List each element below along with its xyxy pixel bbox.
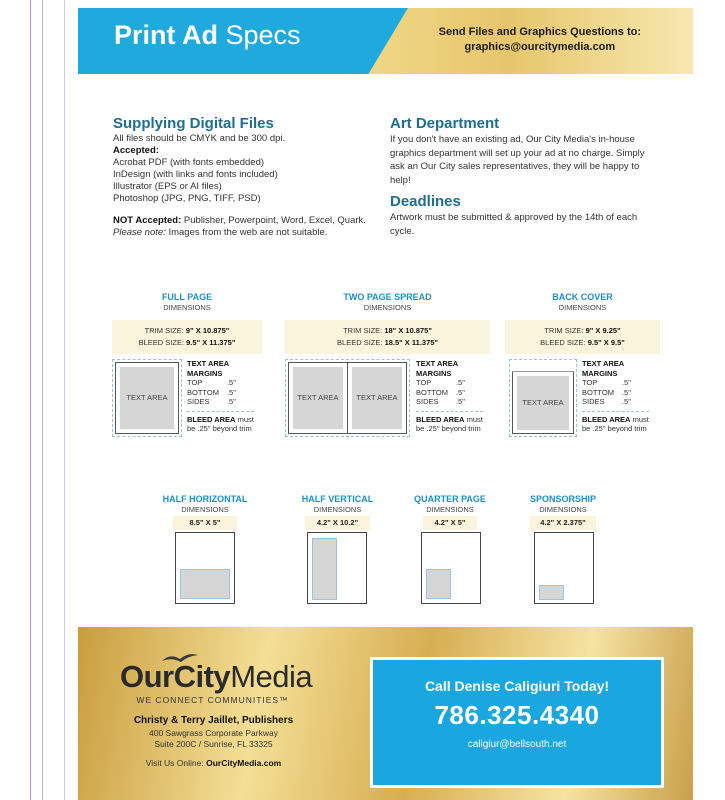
deadlines-heading: Deadlines xyxy=(390,193,461,210)
quarter-page-area xyxy=(426,569,451,599)
art-department-section xyxy=(390,115,655,238)
margins-info: TEXT AREA MARGINS TOP .5" BOTTOM .5" SIDES .5" BLEED AREA must be .25" beyond trim xyxy=(416,359,483,433)
not-accepted: NOT Accepted: Publisher, Powerpoint, Word, Excel, Quark. xyxy=(113,215,366,226)
header-contact xyxy=(439,25,641,55)
ad-sponsorship xyxy=(518,494,608,530)
margin-guides xyxy=(28,0,68,800)
spec-full-page xyxy=(112,292,262,433)
ad-half-horizontal xyxy=(155,494,255,530)
sponsorship-page xyxy=(534,532,594,604)
spec-name: BACK COVER xyxy=(552,292,613,302)
ad-dimensions-label: DIMENSIONS xyxy=(539,505,587,514)
half-vertical-page xyxy=(307,532,367,604)
ad-quarter-page xyxy=(405,494,495,530)
text-area: TEXT AREA xyxy=(120,367,174,429)
accepted-label: Accepted: xyxy=(113,145,159,156)
call-text: Call Denise Caligiuri Today! xyxy=(424,678,610,694)
ad-dimensions-label: DIMENSIONS xyxy=(313,505,362,514)
spec-dimensions-label: DIMENSIONS xyxy=(363,303,412,312)
ad-size: 4.2" X 2.375" xyxy=(530,516,596,530)
spec-dimensions-label: DIMENSIONS xyxy=(558,303,607,312)
art-text: If you don't have an existing ad, Our City Media's in-house graphics department will set up your ad at no charge. Simply ask an Our City sales representatives, they will be happy to help! xyxy=(390,134,645,186)
ad-name: HALF HORIZONTAL xyxy=(162,494,248,504)
margins-info: TEXT AREA MARGINS TOP .5" BOTTOM .5" SIDES .5" BLEED AREA must be .25" beyond trim xyxy=(582,359,649,433)
ourcitymedia-logo: OurCityMedia WE CONNECT COMMUNITIES™ xyxy=(120,657,305,707)
accepted-item: Illustrator (EPS or AI files) xyxy=(113,181,222,192)
accepted-item: Acrobat PDF (with fonts embedded) xyxy=(113,157,265,168)
note: Please note: Images from the web are not suitable. xyxy=(113,227,328,238)
spec-name: FULL PAGE xyxy=(161,292,213,302)
ad-half-vertical xyxy=(290,494,385,530)
deadlines-text: Artwork must be submitted & approved by the 14th of each cycle. xyxy=(390,212,638,237)
ad-name: SPONSORSHIP xyxy=(529,494,596,504)
supplying-intro: All files should be CMYK and be 300 dpi. xyxy=(113,133,286,144)
address-line: Suite 200C / Sunrise, FL 33325 xyxy=(154,739,273,749)
accepted-item: Photoshop (JPG, PNG, TIFF, PSD) xyxy=(113,193,261,204)
ad-dimensions-label: DIMENSIONS xyxy=(181,505,229,514)
visit-online: Visit Us Online: OurCityMedia.com xyxy=(145,758,282,768)
spec-sizes: TRIM SIZE: 9" X 9.25" BLEED SIZE: 9.5" X 9.5" xyxy=(505,320,660,354)
spec-sizes: TRIM SIZE: 18" X 10.875" BLEED SIZE: 18.5" X 11.375" xyxy=(285,320,490,354)
header-banner xyxy=(78,8,693,74)
supplying-files-section xyxy=(113,115,378,239)
supplying-heading: Supplying Digital Files xyxy=(113,115,274,132)
ad-dimensions-label: DIMENSIONS xyxy=(426,505,474,514)
quarter-page-page xyxy=(421,532,481,604)
spec-sizes: TRIM SIZE: 9" X 10.875" BLEED SIZE: 9.5" X 11.375" xyxy=(112,320,262,354)
half-horizontal-area xyxy=(180,569,230,599)
spec-name: TWO PAGE SPREAD xyxy=(343,292,432,302)
accepted-item: InDesign (with links and fonts included) xyxy=(113,169,278,180)
ad-size: 4.2" X 5" xyxy=(423,516,477,530)
spec-back-cover xyxy=(505,292,660,433)
contact-email-footer[interactable]: caligiur@bellsouth.net xyxy=(467,739,567,750)
text-area: TEXT AREA xyxy=(352,367,402,429)
contact-line: Send Files and Graphics Questions to: xyxy=(438,26,641,38)
call-box xyxy=(370,657,664,788)
spec-two-page-spread xyxy=(285,292,490,433)
phone-number[interactable]: 786.325.4340 xyxy=(434,700,600,730)
publisher-info xyxy=(106,714,321,750)
text-area: TEXT AREA xyxy=(293,367,343,429)
art-heading: Art Department xyxy=(390,115,500,132)
ad-size: 4.2" X 10.2" xyxy=(305,516,370,530)
half-vertical-area xyxy=(312,538,337,600)
half-horizontal-page xyxy=(175,532,235,604)
margins-info: TEXT AREA MARGINS TOP .5" BOTTOM .5" SIDES .5" BLEED AREA must be .25" beyond trim xyxy=(187,359,254,433)
footer-banner xyxy=(78,627,693,800)
ad-name: QUARTER PAGE xyxy=(414,494,486,504)
page-title: Print Ad Specs xyxy=(114,20,301,50)
ad-size: 8.5" X 5" xyxy=(173,516,237,530)
website-link[interactable]: OurCityMedia.com xyxy=(206,758,282,768)
ad-name: HALF VERTICAL xyxy=(301,494,374,504)
publishers: Christy & Terry Jaillet, Publishers xyxy=(133,715,294,726)
address-line: 400 Sawgrass Corporate Parkway xyxy=(149,728,278,738)
spec-dimensions-label: DIMENSIONS xyxy=(163,303,211,312)
sponsorship-area xyxy=(539,585,564,600)
text-area: TEXT AREA xyxy=(517,376,569,430)
contact-email[interactable]: graphics@ourcitymedia.com xyxy=(464,41,616,53)
